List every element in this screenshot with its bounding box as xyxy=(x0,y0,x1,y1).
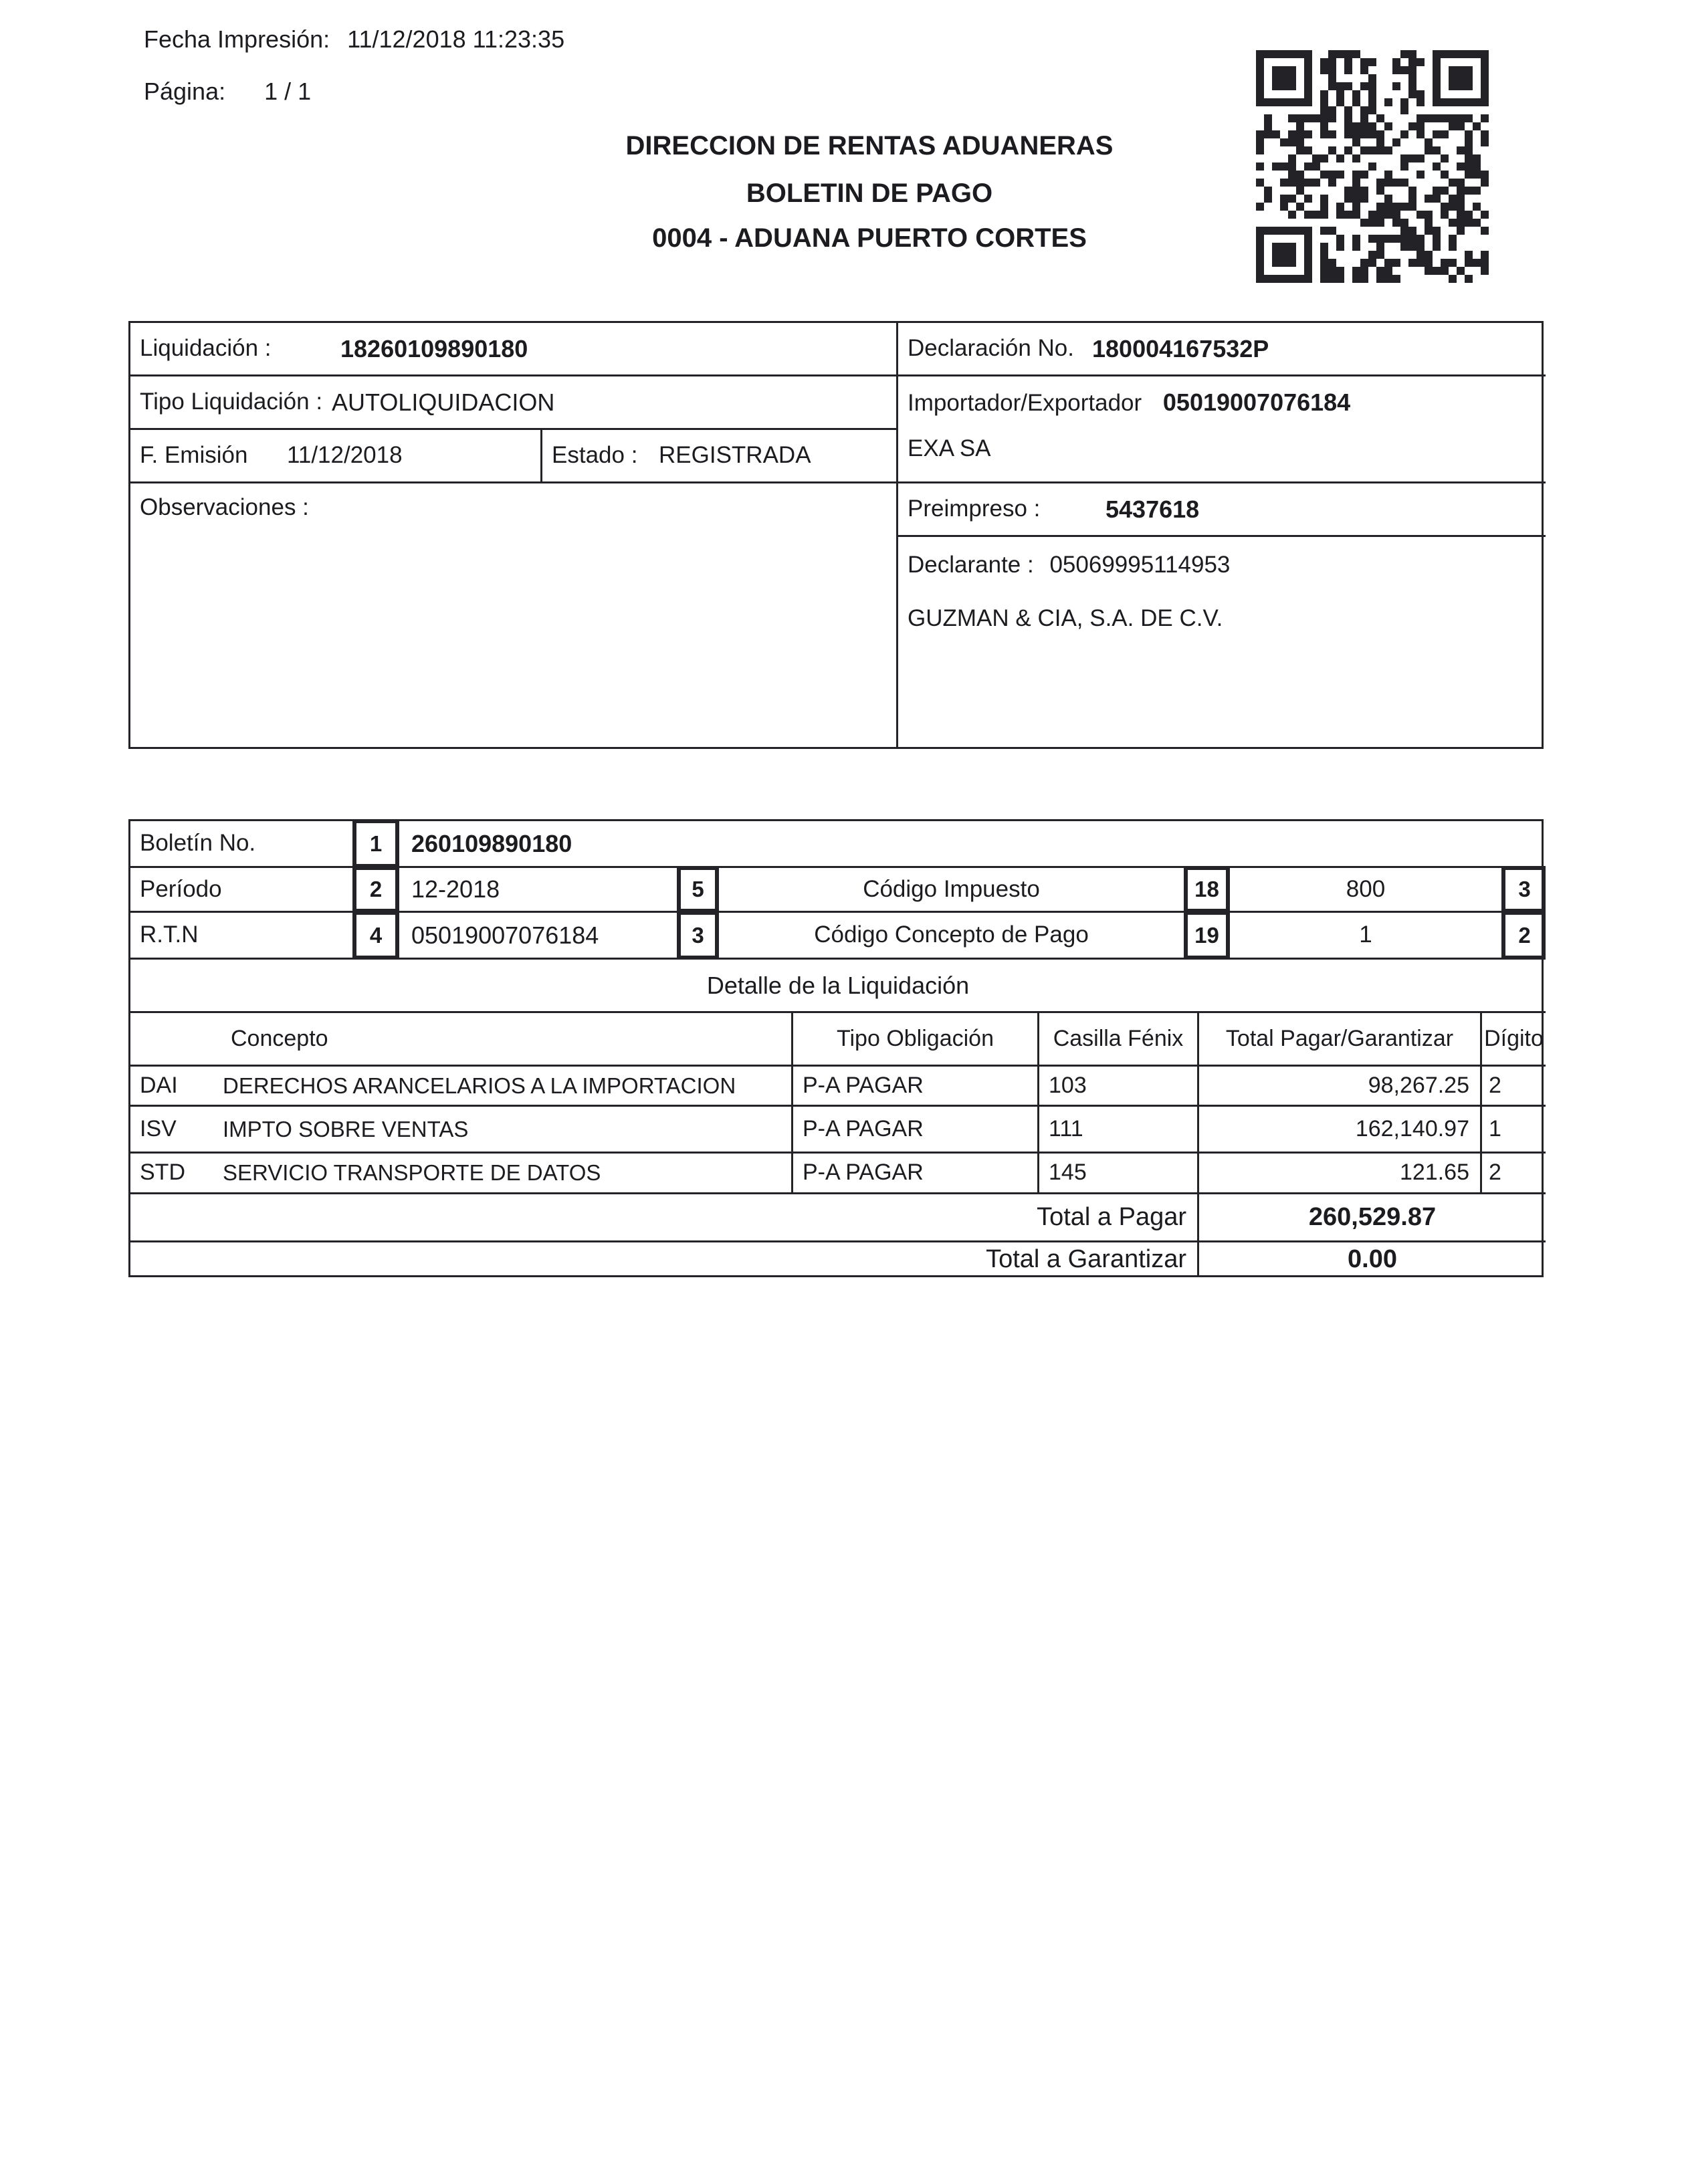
col-header-casilla-fenix: Casilla Fénix xyxy=(1039,1013,1199,1067)
table-row-isv-casilla: 111 xyxy=(1039,1107,1199,1154)
rtn-value: 05019007076184 xyxy=(399,913,679,960)
table-row-std-casilla: 145 xyxy=(1039,1154,1199,1194)
title-agency: DIRECCION DE RENTAS ADUANERAS xyxy=(625,131,1114,160)
box-4: 4 xyxy=(354,913,399,960)
emision-label: F. Emisión xyxy=(140,442,248,469)
print-date-value: 11/12/2018 11:23:35 xyxy=(347,25,565,53)
table-row-std-digito: 2 xyxy=(1482,1154,1546,1194)
importador-cell xyxy=(898,376,1546,483)
liquidacion-label: Liquidación : xyxy=(140,335,272,362)
box-19: 19 xyxy=(1186,913,1230,960)
concepto-code: ISV xyxy=(140,1115,177,1141)
table-row-dai-casilla: 103 xyxy=(1039,1067,1199,1107)
periodo-label: Período xyxy=(130,868,354,913)
declaracion-value: 180004167532P xyxy=(1092,334,1269,362)
importador-value: 05019007076184 xyxy=(1162,389,1351,416)
declarante-cell xyxy=(898,537,1546,749)
estado-value: REGISTRADA xyxy=(659,442,811,469)
periodo-value: 12-2018 xyxy=(399,868,679,913)
tipo-liquidacion-label: Tipo Liquidación : xyxy=(140,389,323,415)
liquidacion-value: 18260109890180 xyxy=(340,334,528,362)
box-5: 5 xyxy=(679,868,719,913)
liquidacion-cell xyxy=(130,323,898,376)
table-row-isv-total: 162,140.97 xyxy=(1199,1107,1482,1154)
tipo-liquidacion-value: AUTOLIQUIDACION xyxy=(332,388,555,416)
table-row-std-total: 121.65 xyxy=(1199,1154,1482,1194)
preimpreso-label: Preimpreso : xyxy=(908,496,1041,522)
boletin-table xyxy=(128,819,1544,1277)
table-row-std-obligacion: P-A PAGAR xyxy=(793,1154,1039,1194)
importador-line xyxy=(908,389,1350,417)
codigo-concepto-label: Código Concepto de Pago xyxy=(719,913,1186,960)
page-number-line xyxy=(144,78,311,106)
codigo-impuesto-label: Código Impuesto xyxy=(719,868,1186,913)
table-row-dai-obligacion: P-A PAGAR xyxy=(793,1067,1039,1107)
codigo-impuesto-value: 800 xyxy=(1230,868,1503,913)
liquidation-table xyxy=(128,321,1544,749)
print-date-label: Fecha Impresión: xyxy=(144,25,330,53)
declarante-line xyxy=(908,552,1230,578)
qr-code xyxy=(1256,50,1489,283)
title-office: 0004 - ADUANA PUERTO CORTES xyxy=(652,223,1087,253)
emision-value: 11/12/2018 xyxy=(287,442,403,469)
table-row-isv-obligacion: P-A PAGAR xyxy=(793,1107,1039,1154)
table-row-std-concepto xyxy=(130,1154,793,1194)
boletin-no-label: Boletín No. xyxy=(130,821,354,868)
concepto-code: STD xyxy=(140,1160,185,1186)
boletin-no-value: 260109890180 xyxy=(399,821,1546,868)
observaciones-cell xyxy=(130,483,898,749)
digito-impuesto-box: 3 xyxy=(1503,868,1546,913)
declaracion-cell xyxy=(898,323,1546,376)
estado-cell xyxy=(542,430,898,483)
declarante-value: 05069995114953 xyxy=(1049,552,1231,578)
table-row-isv-digito: 1 xyxy=(1482,1107,1546,1154)
page-number-label: Página: xyxy=(144,78,226,105)
emision-cell xyxy=(130,430,542,483)
rtn-label: R.T.N xyxy=(130,913,354,960)
estado-label: Estado : xyxy=(552,442,638,469)
importador-label: Importador/Exportador xyxy=(908,390,1142,416)
total-pagar-value: 260,529.87 xyxy=(1199,1194,1546,1242)
total-garantizar-label: Total a Garantizar xyxy=(130,1242,1199,1277)
box-3: 3 xyxy=(679,913,719,960)
col-header-total: Total Pagar/Garantizar xyxy=(1199,1013,1482,1067)
concepto-name: IMPTO SOBRE VENTAS xyxy=(223,1116,469,1141)
concepto-code: DAI xyxy=(140,1072,178,1098)
digito-concepto-box: 2 xyxy=(1503,913,1546,960)
concepto-name: SERVICIO TRANSPORTE DE DATOS xyxy=(223,1160,601,1186)
observaciones-label: Observaciones : xyxy=(140,494,309,520)
table-row-dai-concepto xyxy=(130,1067,793,1107)
print-date-line xyxy=(144,25,564,53)
preimpreso-value: 5437618 xyxy=(1106,495,1200,523)
codigo-concepto-value: 1 xyxy=(1230,913,1503,960)
box-2: 2 xyxy=(354,868,399,913)
preimpreso-cell xyxy=(898,483,1546,537)
total-garantizar-value: 0.00 xyxy=(1348,1245,1397,1274)
box-1: 1 xyxy=(354,821,399,868)
declarante-nombre: GUZMAN & CIA, S.A. DE C.V. xyxy=(908,605,1223,632)
title-doc-type: BOLETIN DE PAGO xyxy=(746,179,993,208)
col-header-concepto: Concepto xyxy=(130,1013,793,1067)
total-pagar-label: Total a Pagar xyxy=(130,1194,1199,1242)
box-18: 18 xyxy=(1186,868,1230,913)
table-row-dai-digito: 2 xyxy=(1482,1067,1546,1107)
col-header-tipo-obligacion: Tipo Obligación xyxy=(793,1013,1039,1067)
importador-nombre: EXA SA xyxy=(908,435,991,462)
detalle-title: Detalle de la Liquidación xyxy=(130,960,1546,1013)
declaracion-label: Declaración No. xyxy=(908,335,1074,362)
page-number-value: 1 / 1 xyxy=(264,78,312,105)
concepto-name: DERECHOS ARANCELARIOS A LA IMPORTACION xyxy=(223,1073,736,1098)
declarante-label: Declarante : xyxy=(908,552,1034,578)
tipo-liquidacion-cell xyxy=(130,376,898,430)
table-row-dai-total: 98,267.25 xyxy=(1199,1067,1482,1107)
col-header-digito: Dígito xyxy=(1482,1013,1546,1067)
table-row-isv-concepto xyxy=(130,1107,793,1154)
